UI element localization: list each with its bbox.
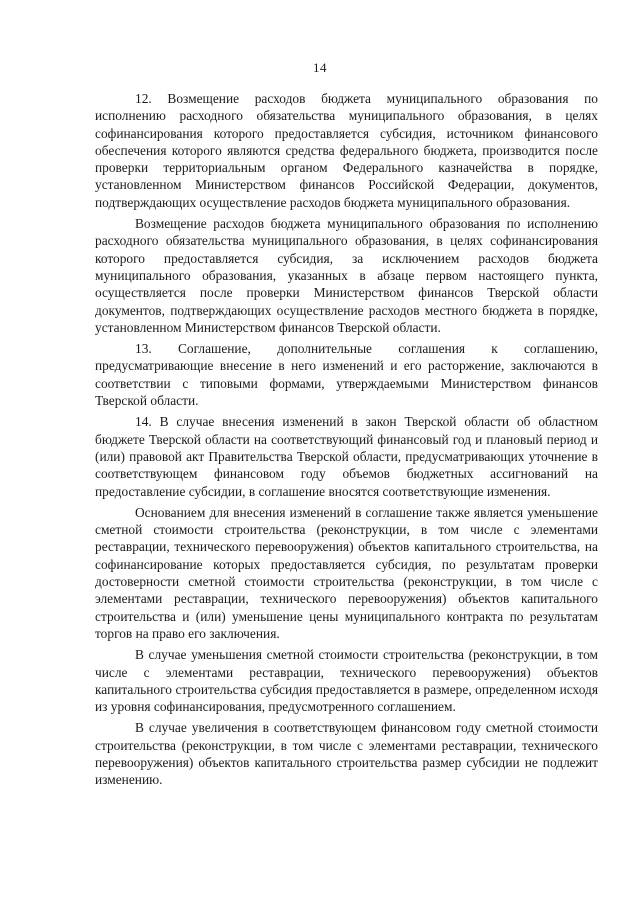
document-body [95, 90, 598, 793]
paragraph-14: 14. В случае внесения изменений в закон Тверской области об областном бюджете Тверской области на соответствующий финансовый год и плановый период и (или) правовой акт Правительства Тверской области, предусматривающих уточнение в соответствующем финансовом году объемов бюджетных ассигнований на предоставление субсидии, в соглашение вносятся соответствующие изменения. [95, 414, 598, 499]
paragraph-13: 13. Соглашение, дополнительные соглашения к соглашению, предусматривающие внесение в него изменений и его расторжение, заключаются в соответствии с типовыми формами, утверждаемыми Министерством финансов Тверской области. [95, 341, 598, 409]
paragraph-14-basis: Основанием для внесения изменений в соглашение также является уменьшение сметной стоимости строительства (реконструкции, в том числе с элементами реставрации, технического перевооружения) объектов капитального строительства, на софинансирование которых предоставляется субсидия, по результатам проверки достоверности сметной стоимости строительства (реконструкции, в том числе с элементами реставрации, технического перевооружения) объектов капитального строительства и (или) уменьшение цены муниципального контракта по результатам торгов на право его заключения. [95, 504, 598, 641]
paragraph-14-increase: В случае увеличения в соответствующем финансовом году сметной стоимости строительства (реконструкции, в том числе с элементами реставрации, технического перевооружения) объектов капитального строительства размер субсидии не подлежит изменению. [95, 720, 598, 788]
paragraph-12: 12. Возмещение расходов бюджета муниципального образования по исполнению расходного обязательства муниципального образования, в целях софинансирования которого предоставляется субсидия, источником финансового обеспечения которого являются средства федерального бюджета, производится после проверки территориальным органом Федерального казначейства в порядке, установленном Министерством финансов Российской Федерации, документов, подтверждающих осуществление расходов бюджета муниципального образования. [95, 91, 598, 210]
paragraph-14-decrease: В случае уменьшения сметной стоимости строительства (реконструкции, в том числе с элементами реставрации, технического перевооружения) объектов капитального строительства субсидия предоставляется в размере, определенном исходя из уровня софинансирования, предусмотренного соглашением. [95, 647, 598, 715]
page-number: 14 [313, 60, 327, 75]
paragraph-12-second: Возмещение расходов бюджета муниципального образования по исполнению расходного обязательства муниципального образования, в целях софинансирования которого предоставляется субсидия, за исключением расходов бюджета муниципального образования, указанных в абзаце первом настоящего пункта, осуществляется после проверки Министерством финансов Тверской области документов, подтверждающих осуществление расходов местного бюджета в порядке, установленном Министерством финансов Тверской области. [95, 216, 598, 335]
